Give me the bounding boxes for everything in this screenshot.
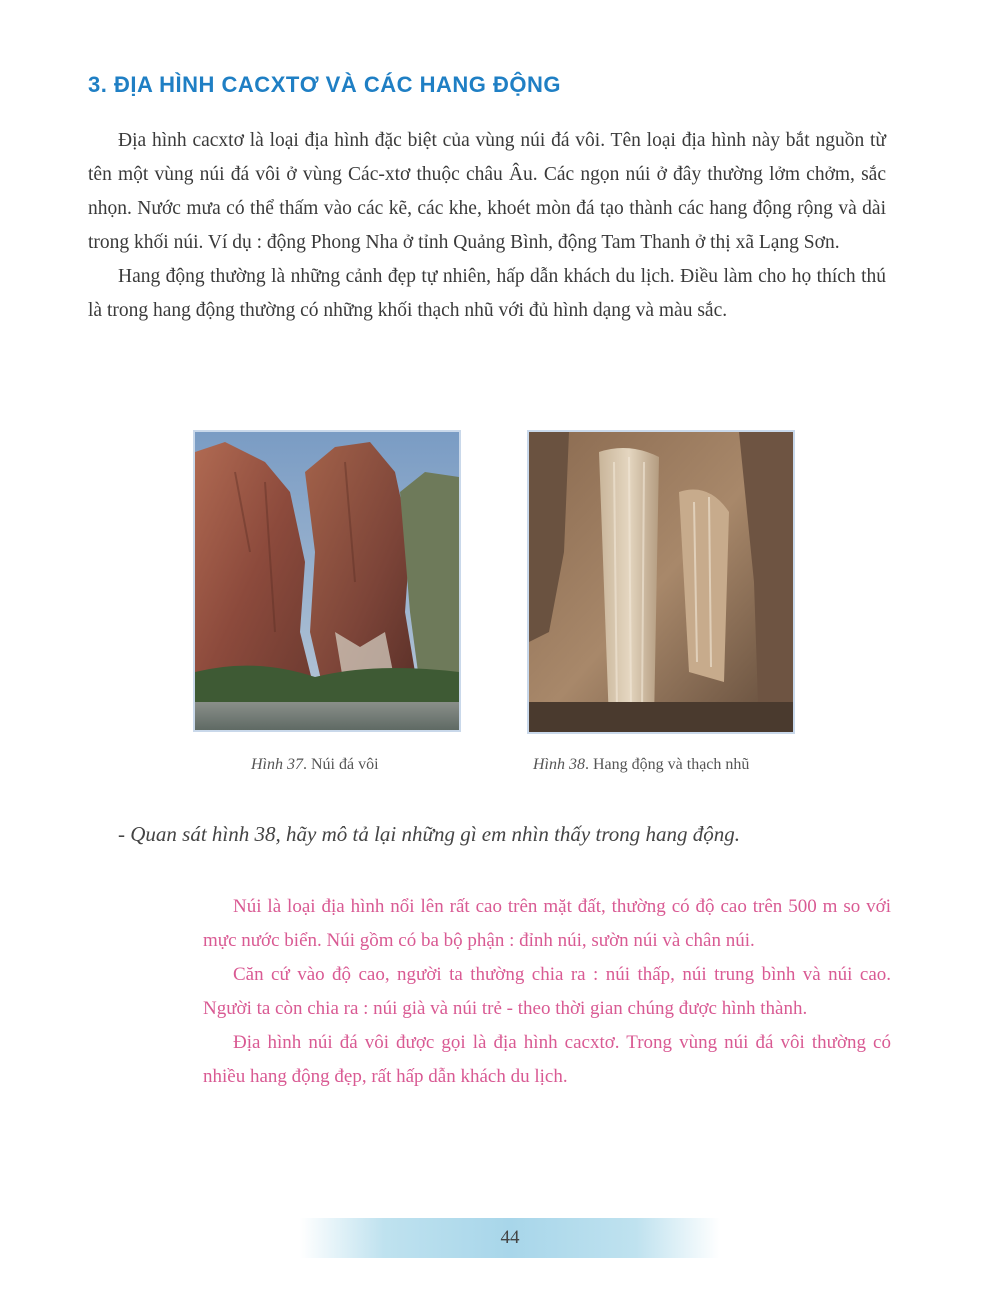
limestone-mountain-photo bbox=[193, 430, 461, 732]
body-text bbox=[88, 124, 886, 328]
note-paragraph-1: Núi là loại địa hình nổi lên rất cao trên mặt đất, thường có độ cao trên 500 m so với mực nước biển. Núi gồm có ba bộ phận : đỉnh núi, sườn núi và chân núi. bbox=[203, 896, 891, 951]
note-paragraph-3: Địa hình núi đá vôi được gọi là địa hình cacxtơ. Trong vùng núi đá vôi thường có nhiều hang động đẹp, rất hấp dẫn khách du lịch. bbox=[203, 1032, 891, 1087]
figure-37-caption bbox=[251, 756, 379, 774]
figure-38-caption bbox=[533, 756, 749, 774]
body-paragraph-1: Địa hình cacxtơ là loại địa hình đặc biệt của vùng núi đá vôi. Tên loại địa hình này bắt nguồn từ tên một vùng núi đá vôi ở vùng Các-xtơ thuộc châu Âu. Các ngọn núi ở đây thường lởm chởm, sắc nhọn. Nước mưa có thể thấm vào các kẽ, các khe, khoét mòn đá tạo thành các hang động rộng và dài trong khối núi. Ví dụ : động Phong Nha ở tỉnh Quảng Bình, động Tam Thanh ở thị xã Lạng Sơn. bbox=[88, 130, 886, 253]
figure-38 bbox=[527, 430, 795, 773]
figure-37 bbox=[193, 430, 461, 773]
note-paragraph-2: Căn cứ vào độ cao, người ta thường chia ra : núi thấp, núi trung bình và núi cao. Người ta còn chia ra : núi già và núi trẻ - theo thời gian chúng được hình thành. bbox=[203, 964, 891, 1019]
figure-37-text: . Núi đá vôi bbox=[303, 756, 379, 773]
figure-38-text: . Hang động và thạch nhũ bbox=[585, 756, 750, 773]
body-paragraph-2: Hang động thường là những cảnh đẹp tự nhiên, hấp dẫn khách du lịch. Điều làm cho họ thích thú là trong hang động thường có những khối thạch nhũ với đủ hình dạng và màu sắc. bbox=[88, 266, 886, 321]
summary-note bbox=[203, 890, 891, 1094]
page-number-bar bbox=[300, 1218, 720, 1258]
cave-stalactite-photo bbox=[527, 430, 795, 734]
figure-37-label: Hình 37 bbox=[251, 756, 303, 773]
figure-38-label: Hình 38 bbox=[533, 756, 585, 773]
question-text: - Quan sát hình 38, hãy mô tả lại những gì em nhìn thấy trong hang động. bbox=[118, 822, 740, 846]
page-number: 44 bbox=[500, 1227, 520, 1248]
section-heading: 3. ĐỊA HÌNH CACXTƠ VÀ CÁC HANG ĐỘNG bbox=[88, 72, 562, 97]
